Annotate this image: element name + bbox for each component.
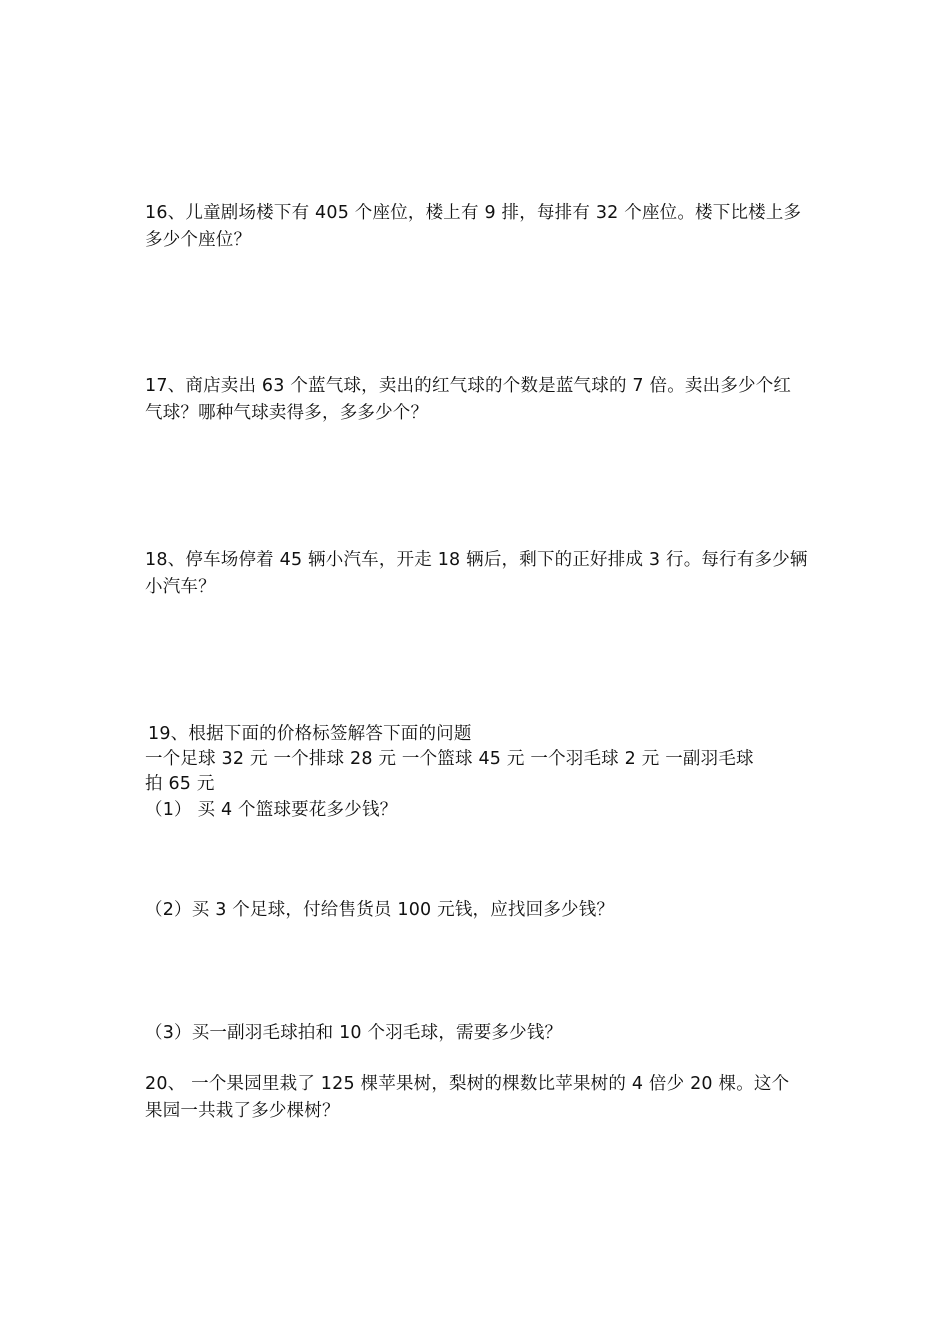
question-18-text-continued: 小汽车？: [145, 577, 216, 597]
question-16-text: 16、儿童剧场楼下有 405 个座位，楼上有 9 排，每排有 32 个座位。楼下比楼上多: [145, 203, 802, 223]
question-17-text-continued: 气球？哪种气球卖得多，多多少个？: [145, 403, 429, 423]
question-20-text: 20、 一个果园里栽了 125 棵苹果树，梨树的棵数比苹果树的 4 倍少 20 棵。这个: [145, 1074, 790, 1094]
question-18-text: 18、停车场停着 45 辆小汽车，开走 18 辆后，剩下的正好排成 3 行。每行有多少辆: [145, 550, 808, 570]
question-19-subquestion-2: （2）买 3 个足球，付给售货员 100 元钱，应找回多少钱？: [145, 900, 615, 920]
question-19-price-list: 一个足球 32 元 一个排球 28 元 一个篮球 45 元 一个羽毛球 2 元 一副羽毛球: [145, 749, 754, 769]
question-19-subquestion-3: （3）买一副羽毛球拍和 10 个羽毛球，需要多少钱？: [145, 1023, 563, 1043]
question-19-title: 19、根据下面的价格标签解答下面的问题: [148, 724, 472, 744]
question-20-text-continued: 果园一共栽了多少棵树？: [145, 1101, 340, 1121]
question-19-subquestion-1: （1） 买 4 个篮球要花多少钱？: [145, 800, 398, 820]
question-17-text: 17、商店卖出 63 个蓝气球，卖出的红气球的个数是蓝气球的 7 倍。卖出多少个红: [145, 376, 792, 396]
question-19-price-list-continued: 拍 65 元: [145, 774, 215, 794]
question-16-text-continued: 多少个座位？: [145, 230, 252, 250]
